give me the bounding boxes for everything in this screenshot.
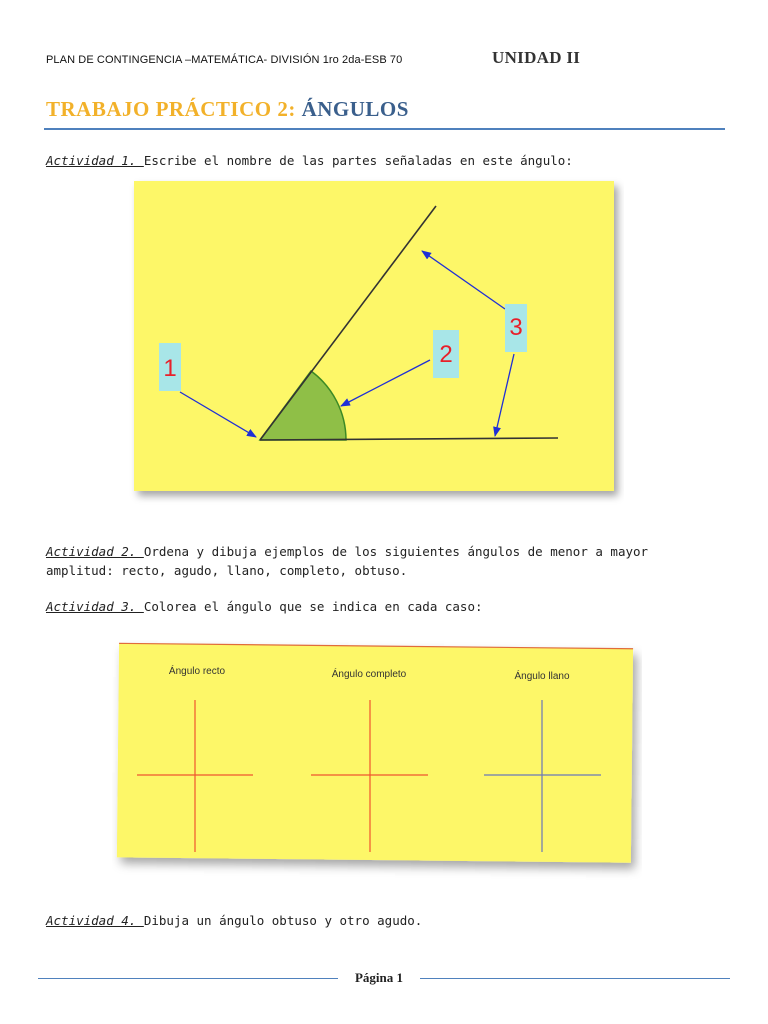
caption-right-angle: Ángulo recto [168, 666, 226, 677]
activity-1 [46, 151, 573, 170]
title-part1: TRABAJO PRÁCTICO 2: [46, 97, 302, 121]
caption-straight-angle: Ángulo llano [514, 671, 570, 682]
activity-2-text: Ordena y dibuja ejemplos de los siguientes ángulos de menor a mayor amplitud: recto, agudo, llano, completo, obtuso. [46, 544, 649, 578]
title-rule [44, 128, 725, 130]
footer-rule-left [38, 978, 338, 979]
activity-1-label: Actividad 1. [46, 153, 144, 168]
angle-parts-figure [128, 176, 624, 508]
activity-4 [46, 911, 422, 930]
figure1-background [134, 181, 614, 491]
activity-1-text: Escribe el nombre de las partes señaladas en este ángulo: [143, 153, 573, 168]
activity-4-label: Actividad 4. [46, 913, 144, 928]
activity-3 [46, 597, 483, 616]
header-unit: UNIDAD II [492, 48, 581, 67]
activity-4-text: Dibuja un ángulo obtuso y otro agudo. [143, 913, 423, 928]
label-3: 3 [509, 314, 523, 341]
page-title [46, 97, 409, 122]
label-1: 1 [163, 355, 177, 382]
activity-2-label: Actividad 2. [46, 544, 144, 559]
label-2: 2 [439, 341, 453, 368]
page-number: Página 1 [354, 970, 404, 985]
activity-2 [46, 542, 686, 580]
caption-full-angle: Ángulo completo [331, 669, 407, 680]
title-part2: ÁNGULOS [301, 97, 409, 121]
footer-rule-right [420, 978, 730, 979]
header-left-text: PLAN DE CONTINGENCIA –MATEMÁTICA- DIVISIÓN 1ro 2da-ESB 70 [46, 54, 403, 66]
activity-3-label: Actividad 3. [46, 599, 144, 614]
angle-types-figure [112, 640, 642, 880]
activity-3-text: Colorea el ángulo que se indica en cada caso: [143, 599, 483, 614]
